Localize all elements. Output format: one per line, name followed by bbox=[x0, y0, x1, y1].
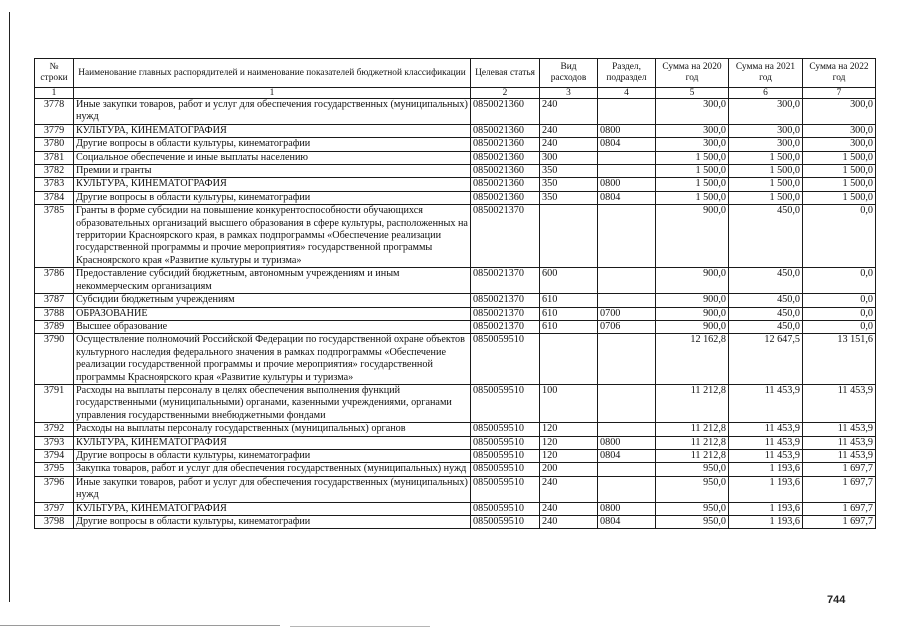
sum-2020: 11 212,8 bbox=[656, 423, 729, 436]
table-row bbox=[35, 320, 876, 333]
row-number: 3778 bbox=[35, 99, 74, 125]
sum-2022: 0,0 bbox=[803, 205, 876, 268]
sum-2020: 900,0 bbox=[656, 268, 729, 294]
table-row bbox=[35, 449, 876, 462]
section-code bbox=[598, 99, 656, 125]
sum-2022: 11 453,9 bbox=[803, 423, 876, 436]
section-code bbox=[598, 463, 656, 476]
section-code: 0800 bbox=[598, 436, 656, 449]
expense-type: 610 bbox=[540, 294, 598, 307]
row-number: 3786 bbox=[35, 268, 74, 294]
item-name: Другие вопросы в области культуры, кинематографии bbox=[74, 138, 471, 151]
row-number: 3789 bbox=[35, 320, 74, 333]
table-row bbox=[35, 205, 876, 268]
header-expense-type: Вид расходов bbox=[540, 59, 598, 88]
sum-2021: 450,0 bbox=[729, 320, 803, 333]
header-sum-2020: Сумма на 2020 год bbox=[656, 59, 729, 88]
index-cell: 1 bbox=[74, 88, 471, 99]
table-row bbox=[35, 268, 876, 294]
index-cell: 4 bbox=[598, 88, 656, 99]
target-article: 0850021360 bbox=[471, 124, 540, 137]
sum-2022: 11 453,9 bbox=[803, 436, 876, 449]
expense-type: 240 bbox=[540, 124, 598, 137]
sum-2020: 11 212,8 bbox=[656, 449, 729, 462]
table-row bbox=[35, 334, 876, 385]
row-number: 3790 bbox=[35, 334, 74, 385]
section-code: 0804 bbox=[598, 516, 656, 529]
section-code bbox=[598, 165, 656, 178]
row-number: 3779 bbox=[35, 124, 74, 137]
sum-2022: 300,0 bbox=[803, 124, 876, 137]
table-row bbox=[35, 99, 876, 125]
row-number: 3796 bbox=[35, 476, 74, 502]
table-row bbox=[35, 151, 876, 164]
sum-2021: 1 193,6 bbox=[729, 476, 803, 502]
sum-2022: 300,0 bbox=[803, 138, 876, 151]
row-number: 3793 bbox=[35, 436, 74, 449]
section-code bbox=[598, 423, 656, 436]
sum-2020: 950,0 bbox=[656, 516, 729, 529]
sum-2021: 11 453,9 bbox=[729, 384, 803, 422]
sum-2021: 12 647,5 bbox=[729, 334, 803, 385]
left-margin-line bbox=[9, 12, 10, 602]
sum-2021: 1 500,0 bbox=[729, 178, 803, 191]
sum-2020: 900,0 bbox=[656, 294, 729, 307]
sum-2020: 1 500,0 bbox=[656, 151, 729, 164]
expense-type: 240 bbox=[540, 99, 598, 125]
sum-2022: 11 453,9 bbox=[803, 384, 876, 422]
item-name: КУЛЬТУРА, КИНЕМАТОГРАФИЯ bbox=[74, 178, 471, 191]
expense-type: 600 bbox=[540, 268, 598, 294]
bottom-rule-secondary bbox=[290, 626, 430, 627]
table-row bbox=[35, 423, 876, 436]
table-row bbox=[35, 124, 876, 137]
section-code bbox=[598, 476, 656, 502]
row-number: 3794 bbox=[35, 449, 74, 462]
sum-2022: 0,0 bbox=[803, 268, 876, 294]
row-number: 3788 bbox=[35, 307, 74, 320]
item-name: Иные закупки товаров, работ и услуг для обеспечения государственных (муниципальных) нужд bbox=[74, 476, 471, 502]
section-code: 0800 bbox=[598, 178, 656, 191]
item-name: Иные закупки товаров, работ и услуг для обеспечения государственных (муниципальных) нужд bbox=[74, 99, 471, 125]
table-row bbox=[35, 178, 876, 191]
target-article: 0850021370 bbox=[471, 268, 540, 294]
sum-2021: 300,0 bbox=[729, 138, 803, 151]
target-article: 0850059510 bbox=[471, 516, 540, 529]
expense-type bbox=[540, 205, 598, 268]
item-name: Расходы на выплаты персоналу в целях обеспечения выполнения функций государственными (муниципальными) органами, казенными учреждениями, органами управления государственными внебюджетными фондами bbox=[74, 384, 471, 422]
table-index-row bbox=[35, 88, 876, 99]
sum-2021: 450,0 bbox=[729, 268, 803, 294]
target-article: 0850059510 bbox=[471, 463, 540, 476]
target-article: 0850021370 bbox=[471, 205, 540, 268]
sum-2020: 11 212,8 bbox=[656, 436, 729, 449]
table-row bbox=[35, 516, 876, 529]
section-code bbox=[598, 268, 656, 294]
index-cell: 6 bbox=[729, 88, 803, 99]
sum-2021: 1 193,6 bbox=[729, 502, 803, 515]
header-sum-2022: Сумма на 2022 год bbox=[803, 59, 876, 88]
target-article: 0850021360 bbox=[471, 99, 540, 125]
sum-2022: 1 697,7 bbox=[803, 463, 876, 476]
sum-2022: 1 697,7 bbox=[803, 502, 876, 515]
header-section: Раздел, подраздел bbox=[598, 59, 656, 88]
row-number: 3784 bbox=[35, 191, 74, 204]
table-row bbox=[35, 502, 876, 515]
target-article: 0850021360 bbox=[471, 151, 540, 164]
table-header-row bbox=[35, 59, 876, 88]
target-article: 0850021360 bbox=[471, 165, 540, 178]
item-name: КУЛЬТУРА, КИНЕМАТОГРАФИЯ bbox=[74, 124, 471, 137]
row-number: 3785 bbox=[35, 205, 74, 268]
row-number: 3795 bbox=[35, 463, 74, 476]
sum-2020: 300,0 bbox=[656, 99, 729, 125]
sum-2021: 1 500,0 bbox=[729, 151, 803, 164]
sum-2021: 1 193,6 bbox=[729, 463, 803, 476]
expense-type: 240 bbox=[540, 516, 598, 529]
sum-2020: 900,0 bbox=[656, 320, 729, 333]
sum-2021: 11 453,9 bbox=[729, 423, 803, 436]
row-number: 3783 bbox=[35, 178, 74, 191]
row-number: 3780 bbox=[35, 138, 74, 151]
item-name: Субсидии бюджетным учреждениям bbox=[74, 294, 471, 307]
sum-2022: 0,0 bbox=[803, 294, 876, 307]
section-code bbox=[598, 334, 656, 385]
item-name: Закупка товаров, работ и услуг для обеспечения государственных (муниципальных) нужд bbox=[74, 463, 471, 476]
expense-type: 120 bbox=[540, 423, 598, 436]
sum-2020: 1 500,0 bbox=[656, 165, 729, 178]
sum-2022: 0,0 bbox=[803, 307, 876, 320]
row-number: 3798 bbox=[35, 516, 74, 529]
sum-2021: 1 500,0 bbox=[729, 165, 803, 178]
sum-2022: 1 500,0 bbox=[803, 151, 876, 164]
section-code: 0706 bbox=[598, 320, 656, 333]
table-row bbox=[35, 436, 876, 449]
row-number: 3791 bbox=[35, 384, 74, 422]
section-code: 0800 bbox=[598, 502, 656, 515]
index-cell: 3 bbox=[540, 88, 598, 99]
expense-type: 120 bbox=[540, 449, 598, 462]
table-row bbox=[35, 294, 876, 307]
target-article: 0850021360 bbox=[471, 138, 540, 151]
expense-type: 350 bbox=[540, 191, 598, 204]
section-code bbox=[598, 384, 656, 422]
item-name: Высшее образование bbox=[74, 320, 471, 333]
sum-2021: 300,0 bbox=[729, 99, 803, 125]
section-code: 0804 bbox=[598, 191, 656, 204]
row-number: 3797 bbox=[35, 502, 74, 515]
item-name: КУЛЬТУРА, КИНЕМАТОГРАФИЯ bbox=[74, 502, 471, 515]
expense-type: 120 bbox=[540, 436, 598, 449]
header-sum-2021: Сумма на 2021 год bbox=[729, 59, 803, 88]
table-body bbox=[35, 99, 876, 529]
expense-type: 100 bbox=[540, 384, 598, 422]
target-article: 0850021360 bbox=[471, 178, 540, 191]
target-article: 0850021370 bbox=[471, 294, 540, 307]
header-target-article: Целевая статья bbox=[471, 59, 540, 88]
header-row-number: № строки bbox=[35, 59, 74, 88]
sum-2022: 1 500,0 bbox=[803, 178, 876, 191]
item-name: Социальное обеспечение и иные выплаты населению bbox=[74, 151, 471, 164]
sum-2020: 300,0 bbox=[656, 124, 729, 137]
sum-2020: 950,0 bbox=[656, 502, 729, 515]
sum-2020: 12 162,8 bbox=[656, 334, 729, 385]
sum-2020: 11 212,8 bbox=[656, 384, 729, 422]
item-name: КУЛЬТУРА, КИНЕМАТОГРАФИЯ bbox=[74, 436, 471, 449]
item-name: Другие вопросы в области культуры, кинематографии bbox=[74, 191, 471, 204]
target-article: 0850021370 bbox=[471, 320, 540, 333]
sum-2021: 450,0 bbox=[729, 205, 803, 268]
expense-type: 300 bbox=[540, 151, 598, 164]
target-article: 0850059510 bbox=[471, 502, 540, 515]
section-code: 0700 bbox=[598, 307, 656, 320]
table-row bbox=[35, 384, 876, 422]
expense-type: 610 bbox=[540, 307, 598, 320]
table-row bbox=[35, 307, 876, 320]
sum-2022: 300,0 bbox=[803, 99, 876, 125]
sum-2020: 900,0 bbox=[656, 307, 729, 320]
sum-2022: 1 697,7 bbox=[803, 516, 876, 529]
sum-2021: 11 453,9 bbox=[729, 436, 803, 449]
table-row bbox=[35, 165, 876, 178]
item-name: Другие вопросы в области культуры, кинематографии bbox=[74, 449, 471, 462]
target-article: 0850059510 bbox=[471, 449, 540, 462]
row-number: 3782 bbox=[35, 165, 74, 178]
sum-2021: 450,0 bbox=[729, 294, 803, 307]
sum-2021: 300,0 bbox=[729, 124, 803, 137]
sum-2020: 950,0 bbox=[656, 476, 729, 502]
section-code: 0800 bbox=[598, 124, 656, 137]
item-name: Премии и гранты bbox=[74, 165, 471, 178]
item-name: Осуществление полномочий Российской Федерации по государственной охране объектов культурного наследия федерального значения в рамках подпрограммы «Обеспечение реализации государственной программы и прочие мероприятия» государственной программы Красноярского края «Развитие культуры и туризма» bbox=[74, 334, 471, 385]
table-row bbox=[35, 476, 876, 502]
target-article: 0850021360 bbox=[471, 191, 540, 204]
section-code: 0804 bbox=[598, 449, 656, 462]
page-number: 744 bbox=[827, 594, 846, 606]
sum-2022: 0,0 bbox=[803, 320, 876, 333]
index-cell: 1 bbox=[35, 88, 74, 99]
expense-type: 350 bbox=[540, 178, 598, 191]
index-cell: 2 bbox=[471, 88, 540, 99]
sum-2020: 1 500,0 bbox=[656, 178, 729, 191]
target-article: 0850059510 bbox=[471, 423, 540, 436]
header-name: Наименование главных распорядителей и наименование показателей бюджетной классификации bbox=[74, 59, 471, 88]
sum-2022: 1 500,0 bbox=[803, 165, 876, 178]
sum-2020: 900,0 bbox=[656, 205, 729, 268]
expense-type: 240 bbox=[540, 138, 598, 151]
sum-2022: 13 151,6 bbox=[803, 334, 876, 385]
item-name: Другие вопросы в области культуры, кинематографии bbox=[74, 516, 471, 529]
index-cell: 5 bbox=[656, 88, 729, 99]
table-row bbox=[35, 463, 876, 476]
target-article: 0850059510 bbox=[471, 436, 540, 449]
expense-type: 350 bbox=[540, 165, 598, 178]
section-code bbox=[598, 151, 656, 164]
index-cell: 7 bbox=[803, 88, 876, 99]
sum-2022: 1 697,7 bbox=[803, 476, 876, 502]
target-article: 0850021370 bbox=[471, 307, 540, 320]
table-row bbox=[35, 138, 876, 151]
section-code bbox=[598, 205, 656, 268]
section-code: 0804 bbox=[598, 138, 656, 151]
target-article: 0850059510 bbox=[471, 384, 540, 422]
bottom-rule bbox=[0, 625, 280, 626]
section-code bbox=[598, 294, 656, 307]
item-name: ОБРАЗОВАНИЕ bbox=[74, 307, 471, 320]
item-name: Предоставление субсидий бюджетным, автономным учреждениям и иным некоммерческим организациям bbox=[74, 268, 471, 294]
expense-type: 200 bbox=[540, 463, 598, 476]
sum-2022: 1 500,0 bbox=[803, 191, 876, 204]
item-name: Гранты в форме субсидии на повышение конкурентоспособности обучающихся образовательных организаций высшего образования в сфере культуры, расположенных на территории Красноярского края, в рамках подпрограммы «Обеспечение реализации государственной программы и прочие мероприятия» государственной программы Красноярского края «Развитие культуры и туризма» bbox=[74, 205, 471, 268]
row-number: 3792 bbox=[35, 423, 74, 436]
sum-2022: 11 453,9 bbox=[803, 449, 876, 462]
sum-2021: 450,0 bbox=[729, 307, 803, 320]
row-number: 3781 bbox=[35, 151, 74, 164]
table-row bbox=[35, 191, 876, 204]
sum-2020: 950,0 bbox=[656, 463, 729, 476]
expense-type: 610 bbox=[540, 320, 598, 333]
target-article: 0850059510 bbox=[471, 476, 540, 502]
sum-2021: 1 500,0 bbox=[729, 191, 803, 204]
sum-2021: 11 453,9 bbox=[729, 449, 803, 462]
budget-table bbox=[34, 58, 876, 529]
expense-type bbox=[540, 334, 598, 385]
expense-type: 240 bbox=[540, 502, 598, 515]
row-number: 3787 bbox=[35, 294, 74, 307]
sum-2020: 1 500,0 bbox=[656, 191, 729, 204]
sum-2020: 300,0 bbox=[656, 138, 729, 151]
expense-type: 240 bbox=[540, 476, 598, 502]
item-name: Расходы на выплаты персоналу государственных (муниципальных) органов bbox=[74, 423, 471, 436]
target-article: 0850059510 bbox=[471, 334, 540, 385]
sum-2021: 1 193,6 bbox=[729, 516, 803, 529]
